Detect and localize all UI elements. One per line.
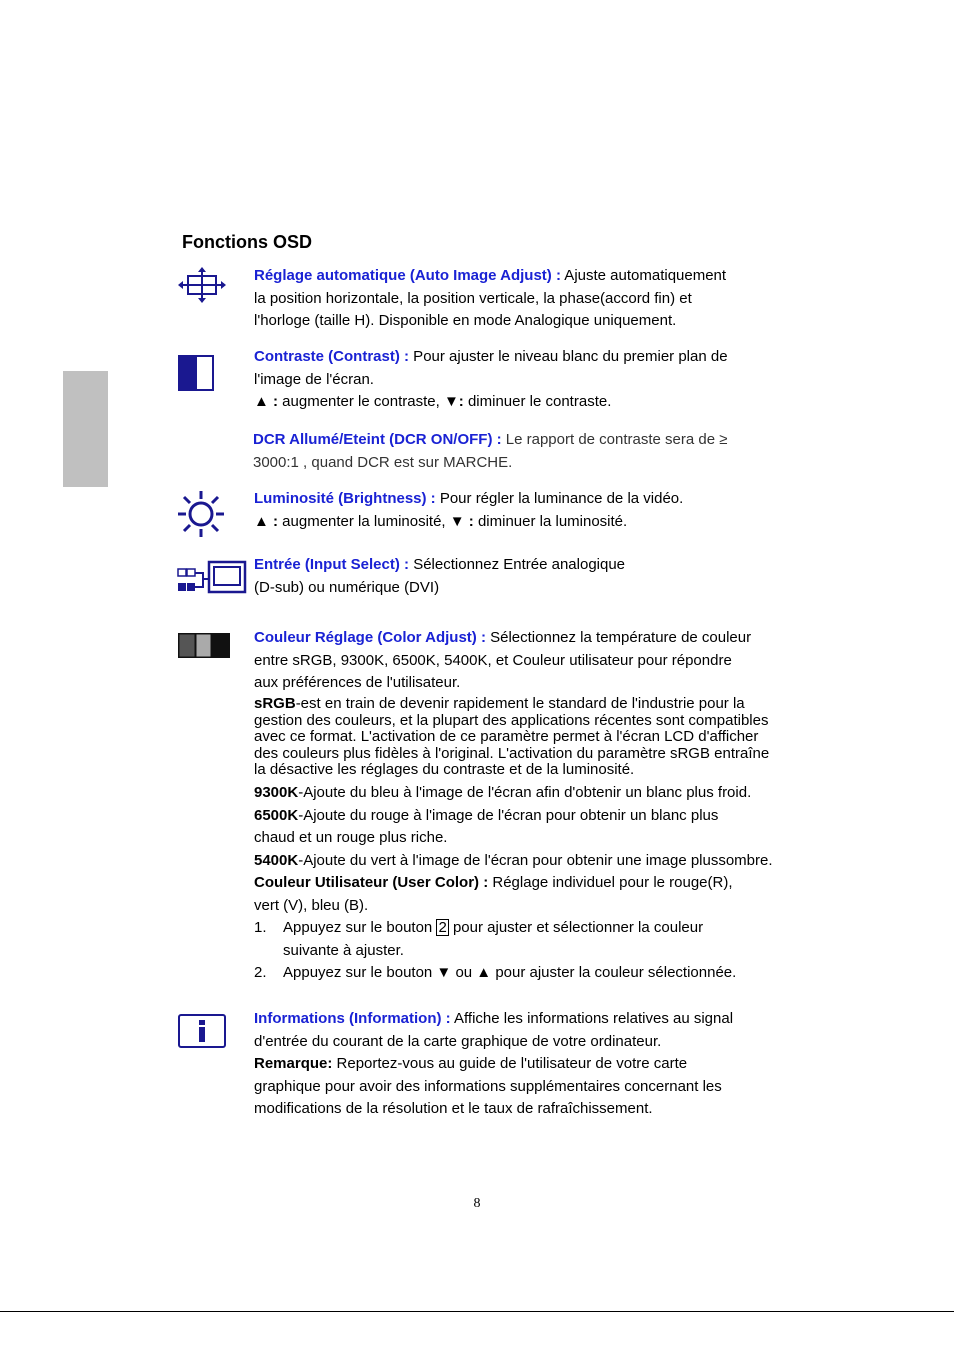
brightness-text: augmenter la luminosité, bbox=[278, 512, 450, 530]
information-text: d'entrée du courant de la carte graphique de votre ordinateur. bbox=[254, 1032, 662, 1050]
dcr-label: DCR Allumé/Eteint (DCR ON/OFF) : bbox=[253, 431, 502, 448]
auto-adjust-text: Ajuste automatiquement bbox=[560, 267, 727, 284]
down-key: ▼: bbox=[443, 393, 464, 410]
dcr-text: Le rapport de contraste sera de ≥ bbox=[501, 431, 728, 448]
step-text: suivante à ajuster. bbox=[283, 941, 404, 959]
up-key: ▲ : bbox=[254, 512, 279, 530]
k6500-key: 6500K bbox=[254, 806, 299, 824]
side-tab bbox=[63, 371, 108, 487]
brightness-label: Luminosité (Brightness) : bbox=[254, 490, 436, 507]
dcr-section bbox=[253, 429, 813, 474]
note-text: modifications de la résolution et le taux de rafraîchissement. bbox=[254, 1100, 653, 1117]
color-adjust-section bbox=[254, 627, 814, 695]
step-2 bbox=[254, 962, 814, 985]
k5400-key: 5400K bbox=[254, 851, 299, 869]
down-key: ▼ : bbox=[449, 512, 474, 530]
information-label: Informations (Information) : bbox=[254, 1010, 451, 1027]
k6500-text: -Ajoute du rouge à l'image de l'écran pour obtenir un blanc plus bbox=[298, 806, 719, 824]
contrast-text: l'image de l'écran. bbox=[254, 370, 374, 388]
footer-rule bbox=[0, 1311, 954, 1312]
step-1 bbox=[254, 917, 814, 940]
input-select-icon bbox=[177, 560, 247, 596]
color-adjust-text: entre sRGB, 9300K, 6500K, 5400K, et Couleur utilisateur pour répondre bbox=[254, 651, 732, 669]
k5400-text: -Ajoute du vert à l'image de l'écran pour obtenir une image plussombre. bbox=[298, 851, 773, 869]
info-icon bbox=[178, 1014, 226, 1048]
input-select-section bbox=[254, 554, 814, 599]
step-text: Appuyez sur le bouton ▼ ou ▲ pour ajuster la couleur sélectionnée. bbox=[283, 964, 737, 981]
input-select-text: Sélectionnez Entrée analogique bbox=[409, 556, 626, 573]
input-select-text: (D-sub) ou numérique (DVI) bbox=[254, 578, 440, 596]
contrast-text: diminuer le contraste. bbox=[463, 393, 612, 410]
user-color-text: vert (V), bleu (B). bbox=[254, 896, 369, 914]
k9300-text: -Ajoute du bleu à l'image de l'écran afin d'obtenir un blanc plus froid. bbox=[298, 784, 752, 801]
auto-adjust-icon bbox=[178, 267, 226, 303]
note-key: Remarque: bbox=[254, 1055, 333, 1072]
note-text: Reportez-vous au guide de l'utilisateur de votre carte bbox=[332, 1055, 688, 1072]
contrast-text: Pour ajuster le niveau blanc du premier plan de bbox=[409, 348, 728, 365]
k6500-text: chaud et un rouge plus riche. bbox=[254, 829, 448, 846]
page-number: 8 bbox=[473, 1196, 481, 1211]
color-adjust-icon bbox=[178, 633, 230, 658]
user-color-key: Couleur Utilisateur (User Color) : bbox=[254, 874, 489, 891]
brightness-section bbox=[254, 488, 814, 533]
contrast-icon bbox=[178, 355, 214, 391]
k9300-key: 9300K bbox=[254, 784, 299, 801]
note-text: graphique pour avoir des informations supplémentaires concernant les bbox=[254, 1077, 722, 1095]
color-adjust-text: Sélectionnez la température de couleur bbox=[485, 629, 752, 646]
srgb-paragraph bbox=[254, 696, 814, 779]
step-text: Appuyez sur le bouton bbox=[283, 919, 437, 936]
srgb-text: la désactive les réglages du contraste et de la luminosité. bbox=[254, 761, 635, 778]
information-text: Affiche les informations relatives au signal bbox=[450, 1010, 734, 1027]
brightness-sun-icon bbox=[177, 490, 225, 538]
step-number: 1. bbox=[254, 919, 267, 936]
srgb-text: des couleurs plus fidèles à l'original. L'activation du paramètre sRGB entraîne bbox=[254, 744, 770, 762]
contrast-section bbox=[254, 346, 814, 414]
step-text: pour ajuster et sélectionner la couleur bbox=[448, 919, 704, 936]
srgb-text: gestion des couleurs, et la plupart des applications récentes sont compatibles bbox=[254, 711, 769, 729]
contrast-label: Contraste (Contrast) : bbox=[254, 348, 410, 365]
color-adjust-text: aux préférences de l'utilisateur. bbox=[254, 674, 461, 691]
user-color-text: Réglage individuel pour le rouge(R), bbox=[488, 874, 733, 891]
information-section bbox=[254, 1008, 814, 1121]
srgb-text: avec ce format. L'activation de ce paramètre permet à l'écran LCD d'afficher bbox=[254, 728, 759, 745]
up-key: ▲ : bbox=[254, 393, 279, 410]
auto-adjust-label: Réglage automatique (Auto Image Adjust) : bbox=[254, 267, 561, 284]
brightness-text: diminuer la luminosité. bbox=[473, 512, 628, 530]
button-2-key: 2 bbox=[438, 919, 447, 936]
contrast-text: augmenter le contraste, bbox=[278, 393, 444, 410]
srgb-key: sRGB bbox=[254, 695, 296, 712]
page-title: Fonctions OSD bbox=[182, 232, 312, 252]
auto-adjust-text: l'horloge (taille H). Disponible en mode Analogique uniquement. bbox=[254, 312, 677, 329]
dcr-text: 3000:1 , quand DCR est sur MARCHE. bbox=[253, 453, 513, 471]
auto-adjust-section bbox=[254, 265, 814, 333]
brightness-text: Pour régler la luminance de la vidéo. bbox=[435, 490, 684, 507]
srgb-text: -est en train de devenir rapidement le standard de l'industrie pour la bbox=[295, 695, 745, 712]
color-adjust-label: Couleur Réglage (Color Adjust) : bbox=[254, 629, 486, 646]
auto-adjust-text: la position horizontale, la position verticale, la phase(accord fin) et bbox=[254, 289, 692, 307]
color-temp-list bbox=[254, 782, 814, 985]
step-number: 2. bbox=[254, 964, 267, 981]
input-select-label: Entrée (Input Select) : bbox=[254, 556, 410, 573]
